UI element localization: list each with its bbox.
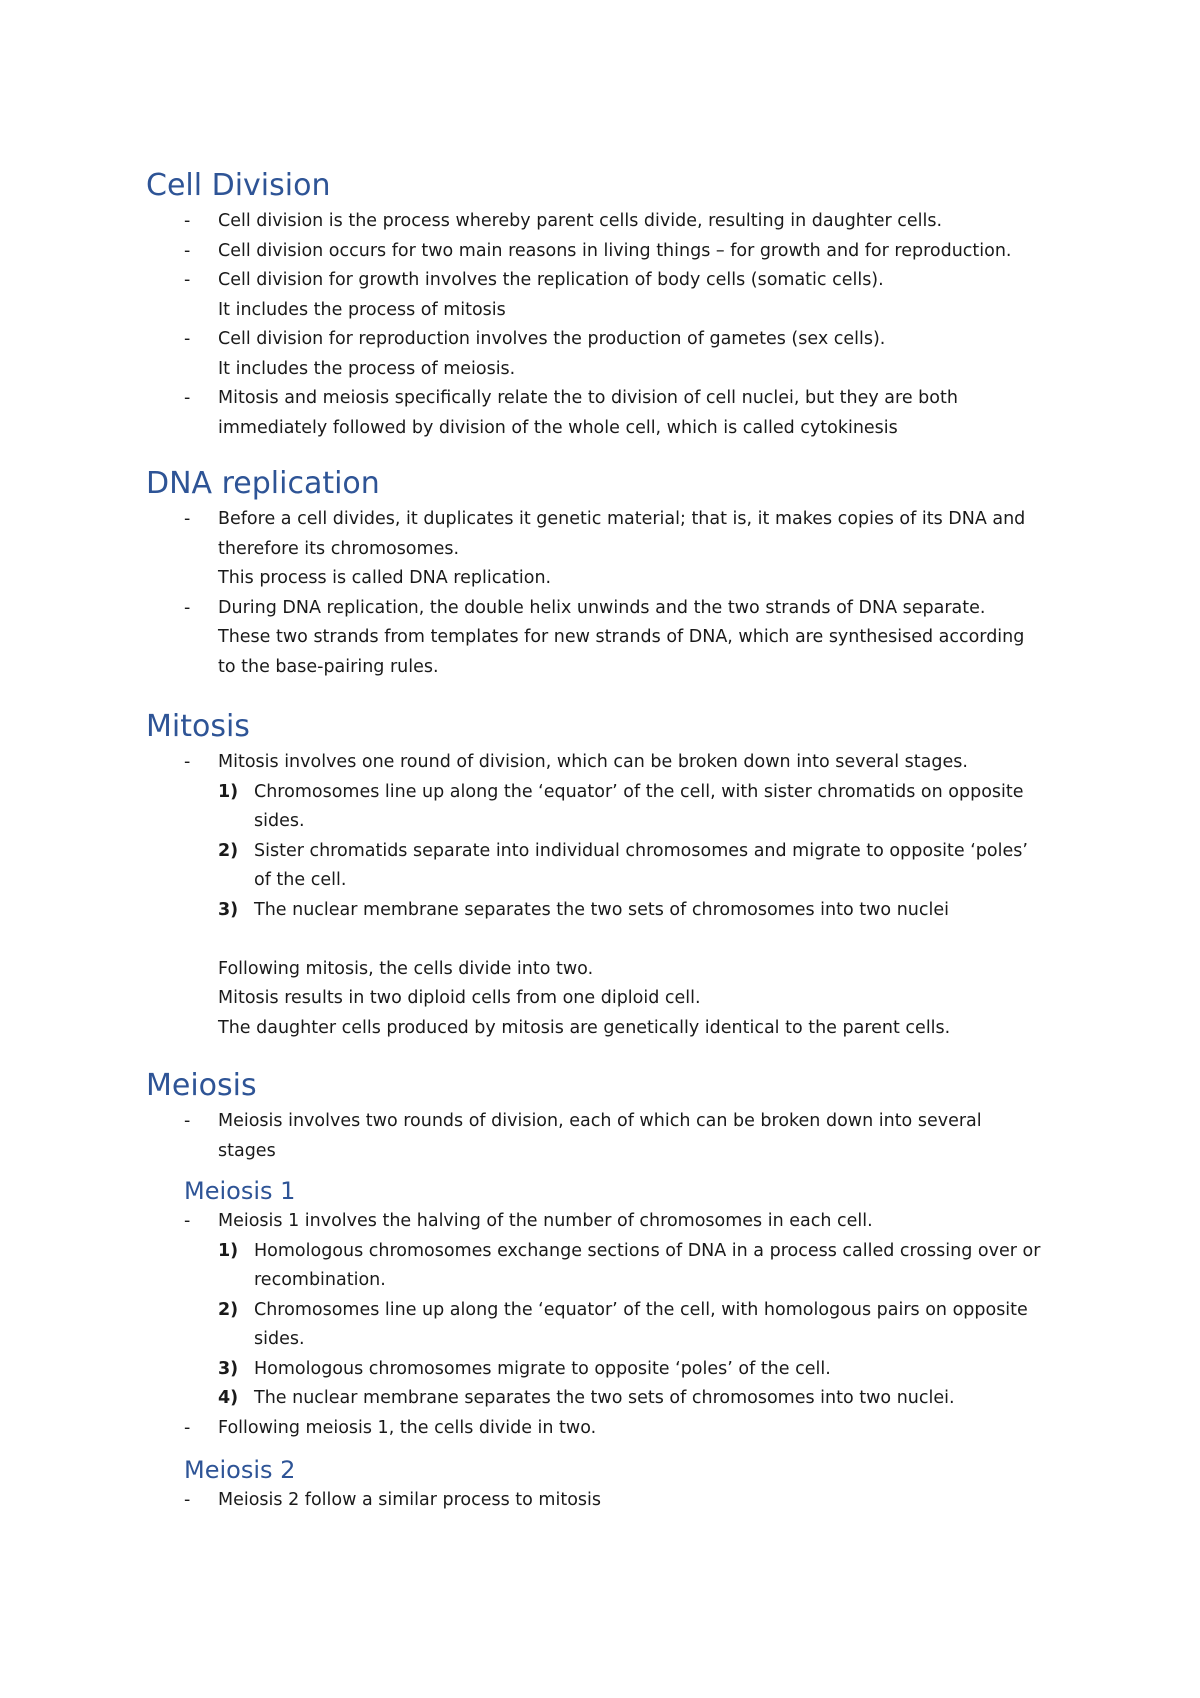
list-item: - Cell division occurs for two main reasons in living things – for growth and for reproduction. [146,237,1086,267]
heading-meiosis-1: Meiosis 1 [184,1177,296,1205]
heading-meiosis: Meiosis [146,1068,257,1103]
heading-cell-division: Cell Division [146,168,331,203]
list-item: - Mitosis involves one round of division, which can be broken down into several stages. [146,748,1086,778]
list-item: - Mitosis and meiosis specifically relate the to division of cell nuclei, but they are both immediately followed by division of the whole cell, which is called cytokinesis [146,384,1086,443]
numbered-step: 3) The nuclear membrane separates the two sets of chromosomes into two nuclei [218,899,949,920]
list-item: - Cell division for reproduction involves the production of gametes (sex cells). It includes the process of meiosis. [146,325,1086,384]
list-item: - Cell division for growth involves the replication of body cells (somatic cells). It includes the process of mitosis [146,266,1086,325]
heading-meiosis-2: Meiosis 2 [184,1456,296,1484]
list-item: - Following meiosis 1, the cells divide in two. [146,1414,1086,1444]
mitosis-list [146,748,1086,778]
section-dna-replication [146,466,1086,682]
mitosis-steps [146,778,1086,926]
list-item: - Meiosis involves two rounds of division, each of which can be broken down into several stages [146,1107,1086,1166]
section-cell-division [146,168,1086,443]
meiosis-list [146,1107,1086,1166]
heading-mitosis: Mitosis [146,709,250,744]
spacer [146,925,1086,955]
meiosis-1-steps [146,1237,1086,1414]
meiosis-1-list [146,1207,1086,1237]
numbered-step: 4) The nuclear membrane separates the two sets of chromosomes into two nuclei. [218,1388,955,1408]
list-item: - During DNA replication, the double helix unwinds and the two strands of DNA separate. These two strands from templates for new strands of DNA, which are synthesised according to the base-pairing rules. [146,594,1086,683]
list-item: - Meiosis 1 involves the halving of the number of chromosomes in each cell. [146,1207,1086,1237]
section-meiosis [146,1068,1086,1516]
mitosis-summary: Following mitosis, the cells divide into two. Mitosis results in two diploid cells from one diploid cell. The daughter cells produced by mitosis are genetically identical to the parent cells. [218,958,951,1038]
cell-division-list [146,207,1086,443]
section-mitosis [146,709,1086,1043]
list-item: - Cell division is the process whereby parent cells divide, resulting in daughter cells. [146,207,1086,237]
numbered-step: 2) Chromosomes line up along the ‘equator’ of the cell, with homologous pairs on opposite sides. [218,1299,1028,1349]
meiosis-2-list [146,1486,1086,1516]
meiosis-1-after-list [146,1414,1086,1444]
heading-dna-replication: DNA replication [146,466,380,501]
numbered-step: 2) Sister chromatids separate into individual chromosomes and migrate to opposite ‘poles’ of the cell. [218,840,1028,890]
numbered-step: 1) Chromosomes line up along the ‘equator’ of the cell, with sister chromatids on opposite sides. [218,781,1024,831]
list-item: - Before a cell divides, it duplicates it genetic material; that is, it makes copies of its DNA and therefore its chromosomes. This process is called DNA replication. [146,505,1086,594]
list-item: - Meiosis 2 follow a similar process to mitosis [146,1486,1086,1516]
numbered-step: 1) Homologous chromosomes exchange sections of DNA in a process called crossing over or recombination. [218,1240,1041,1290]
dna-replication-list [146,505,1086,682]
numbered-step: 3) Homologous chromosomes migrate to opposite ‘poles’ of the cell. [218,1358,831,1379]
